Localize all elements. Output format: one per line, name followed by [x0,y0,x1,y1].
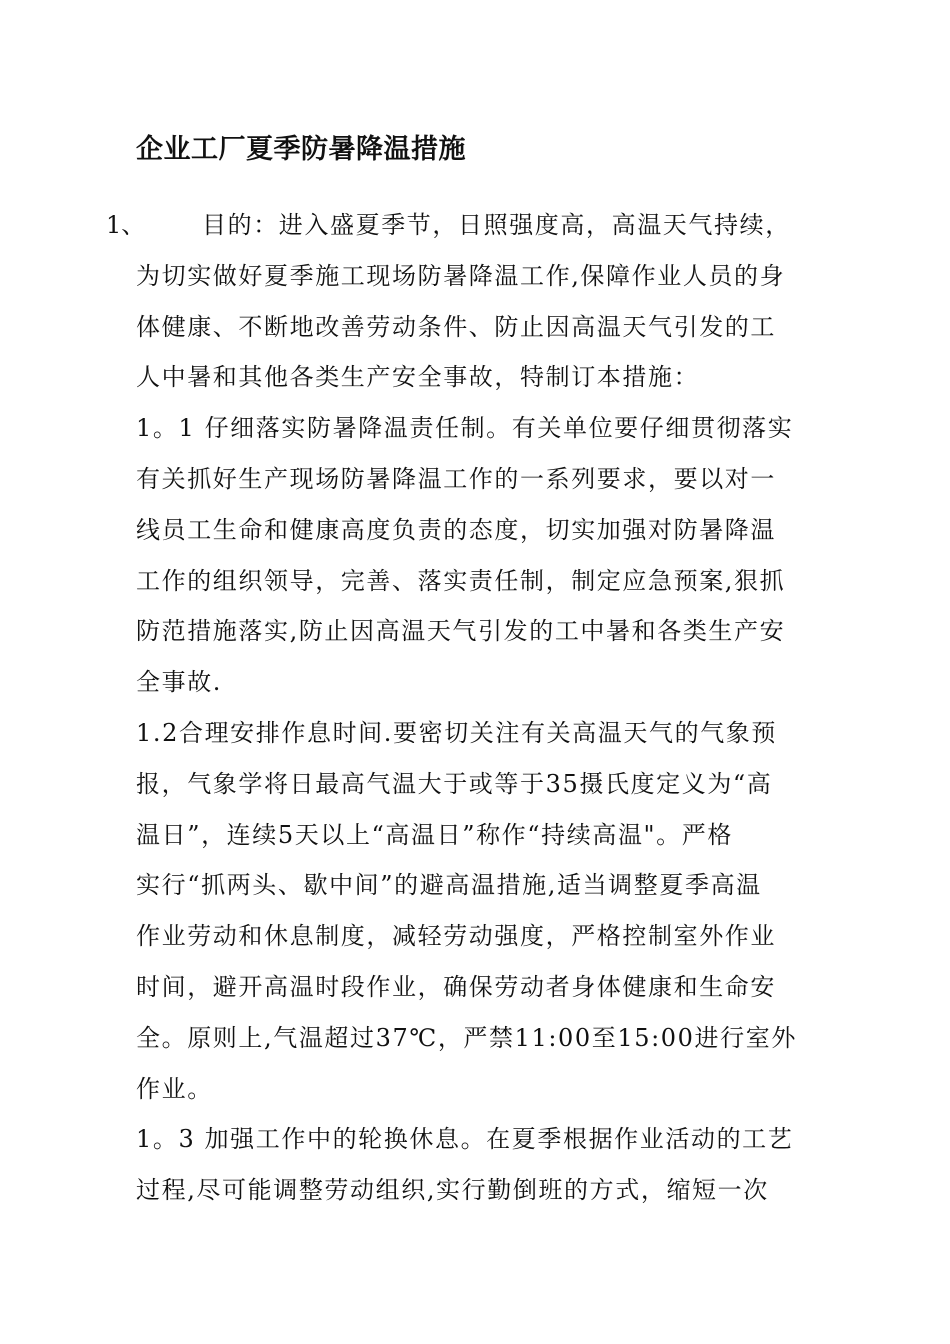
document-body [136,200,796,1216]
section-number: 1、 [106,211,146,239]
body-line: 体健康、不断地改善劳动条件、防止因高温天气引发的工 [136,312,776,341]
body-line: 时间，避开高温时段作业，确保劳动者身体健康和生命安 [136,972,776,1001]
body-line: 为切实做好夏季施工现场防暑降温工作,保障作业人员的身 [136,261,786,290]
body-line: 1。1 仔细落实防暑降温责任制。有关单位要仔细贯彻落实 [136,414,794,443]
body-line: 全。原则上,气温超过37℃，严禁11:00至15:00进行室外 [136,1023,797,1052]
body-line: 温日”，连续5天以上“高温日”称作“持续高温"。严格 [136,820,733,849]
body-line: 工作的组织领导，完善、落实责任制，制定应急预案,狠抓 [136,566,786,595]
body-line: 人中暑和其他各类生产安全事故，特制订本措施： [136,363,700,392]
body-line: 作业。 [136,1074,213,1103]
body-line: 报，气象学将日最高气温大于或等于35摄氏度定义为“高 [136,769,773,798]
body-line: 1.2合理安排作息时间.要密切关注有关高温天气的气象预 [136,718,777,747]
body-line: 防范措施落实,防止因高温天气引发的工中暑和各类生产安 [136,617,786,646]
document-title: 企业工厂夏季防暑降温措施 [136,134,466,165]
body-line: 目的：进入盛夏季节，日照强度高，高温天气持续， [202,211,791,239]
body-line: 作业劳动和休息制度，减轻劳动强度，严格控制室外作业 [136,922,776,951]
body-line: 过程,尽可能调整劳动组织,实行勤倒班的方式，缩短一次 [136,1176,769,1205]
body-line: 线员工生命和健康高度负责的态度，切实加强对防暑降温 [136,515,776,544]
body-line: 有关抓好生产现场防暑降温工作的一系列要求，要以对一 [136,464,776,493]
body-line: 1。3 加强工作中的轮换休息。在夏季根据作业活动的工艺 [136,1125,794,1154]
body-line: 实行“抓两头、歇中间”的避高温措施,适当调整夏季高温 [136,871,762,900]
body-line: 全事故. [136,668,223,697]
